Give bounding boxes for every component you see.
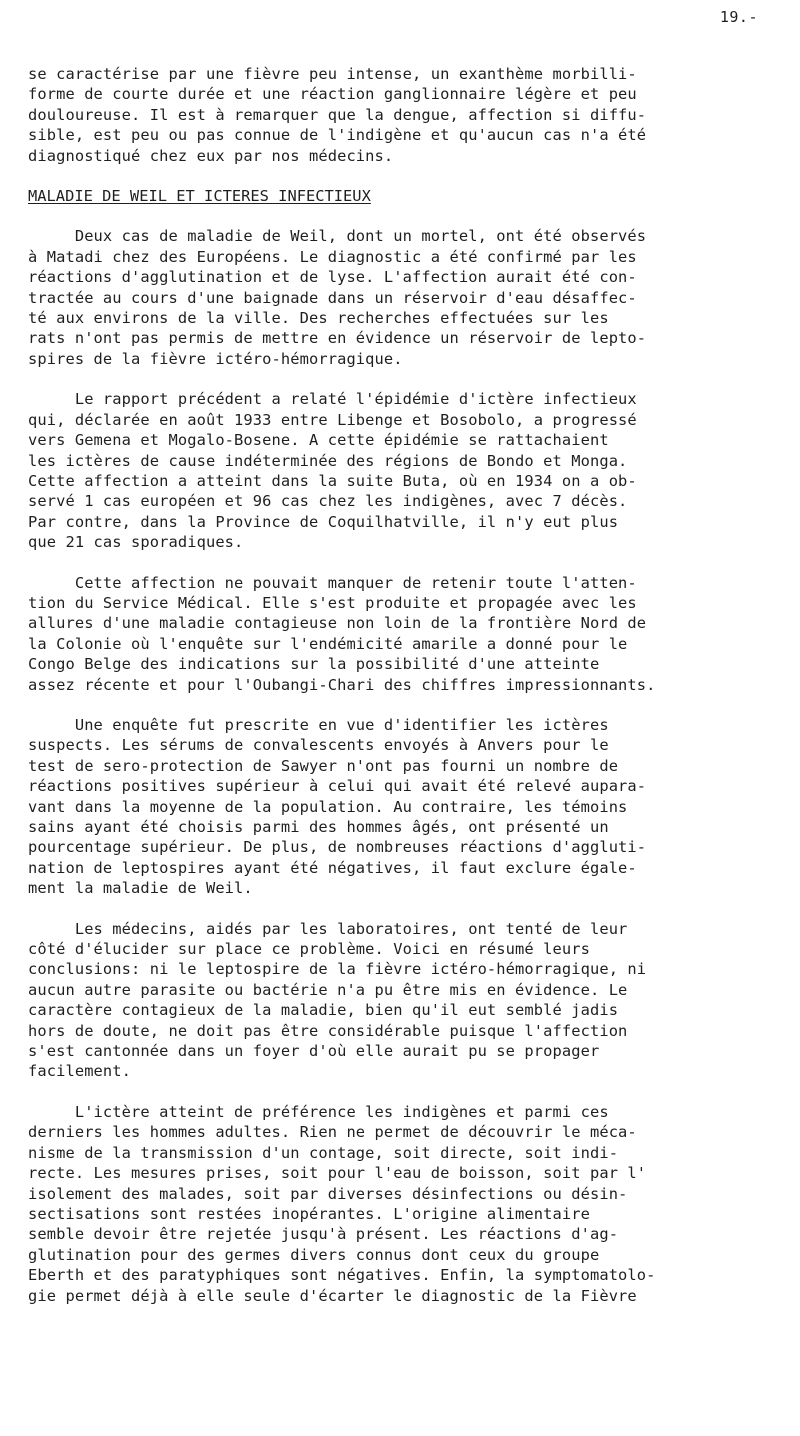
text-line: côté d'élucider sur place ce problème. Voici en résumé leurs xyxy=(28,940,590,959)
spacer xyxy=(28,166,788,186)
text-line: derniers les hommes adultes. Rien ne permet de découvrir le méca- xyxy=(28,1123,637,1142)
text-line: Deux cas de maladie de Weil, dont un mortel, ont été observés xyxy=(28,227,647,246)
text-line: Par contre, dans la Province de Coquilhatville, il n'y eut plus xyxy=(28,512,619,531)
text-line: que 21 cas sporadiques. xyxy=(28,533,244,552)
text-line: Eberth et des paratyphiques sont négatives. Enfin, la symptomatolo- xyxy=(28,1266,656,1285)
text-line: glutination pour des germes divers connus dont ceux du groupe xyxy=(28,1245,600,1264)
text-line: isolement des malades, soit par diverses désinfections ou désin- xyxy=(28,1184,628,1203)
paragraph-investigation xyxy=(28,715,788,899)
text-line: nisme de la transmission d'un contage, soit directe, soit indi- xyxy=(28,1143,619,1162)
text-line: s'est cantonnée dans un foyer d'où elle aurait pu se propager xyxy=(28,1042,600,1061)
text-line: vers Gemena et Mogalo-Bosene. A cette épidémie se rattachaient xyxy=(28,431,609,450)
page-content xyxy=(28,64,788,1306)
paragraph-weil-cases xyxy=(28,226,788,369)
text-line: diagnostiqué chez eux par nos médecins. xyxy=(28,146,394,165)
text-line: Cette affection a atteint dans la suite Buta, où en 1934 on a ob- xyxy=(28,471,637,490)
spacer xyxy=(28,899,788,919)
text-line: allures d'une maladie contagieuse non loin de la frontière Nord de xyxy=(28,614,647,633)
text-line: tractée au cours d'une baignade dans un réservoir d'eau désaffec- xyxy=(28,288,637,307)
text-line: Le rapport précédent a relaté l'épidémie d'ictère infectieux xyxy=(28,390,637,409)
text-line: forme de courte durée et une réaction ganglionnaire légère et peu xyxy=(28,85,637,104)
text-line: Cette affection ne pouvait manquer de retenir toute l'atten- xyxy=(28,573,637,592)
spacer xyxy=(28,206,788,226)
text-line: Congo Belge des indications sur la possibilité d'une atteinte xyxy=(28,655,600,674)
text-line: qui, déclarée en août 1933 entre Libenge et Bosobolo, a progressé xyxy=(28,410,637,429)
text-line: réactions d'agglutination et de lyse. L'affection aurait été con- xyxy=(28,268,637,287)
paragraph-conclusions xyxy=(28,919,788,1082)
text-line: Les médecins, aidés par les laboratoires, ont tenté de leur xyxy=(28,919,628,938)
text-line: suspects. Les sérums de convalescents envoyés à Anvers pour le xyxy=(28,736,609,755)
text-line: té aux environs de la ville. Des recherches effectuées sur les xyxy=(28,309,609,328)
page-number: 19.- xyxy=(719,8,758,26)
text-line: à Matadi chez des Européens. Le diagnostic a été confirmé par les xyxy=(28,247,637,266)
text-line: assez récente et pour l'Oubangi-Chari des chiffres impressionnants. xyxy=(28,675,656,694)
text-line: tion du Service Médical. Elle s'est produite et propagée avec les xyxy=(28,593,637,612)
text-line: conclusions: ni le leptospire de la fièvre ictéro-hémorragique, ni xyxy=(28,960,647,979)
text-line: ment la maladie de Weil. xyxy=(28,879,253,898)
spacer xyxy=(28,369,788,389)
text-line: sains ayant été choisis parmi des hommes âgés, ont présenté un xyxy=(28,818,609,836)
text-line: vant dans la moyenne de la population. Au contraire, les témoins xyxy=(28,797,628,816)
text-line: servé 1 cas européen et 96 cas chez les indigènes, avec 7 décès. xyxy=(28,492,628,511)
text-line: les ictères de cause indéterminée des régions de Bondo et Monga. xyxy=(28,451,628,470)
text-line: spires de la fièvre ictéro-hémorragique. xyxy=(28,349,403,368)
text-line: sible, est peu ou pas connue de l'indigène et qu'aucun cas n'a été xyxy=(28,126,647,145)
text-line: Une enquête fut prescrite en vue d'identifier les ictères xyxy=(28,715,609,734)
text-line: douloureuse. Il est à remarquer que la dengue, affection si diffu- xyxy=(28,105,647,124)
paragraph-epidemic-report xyxy=(28,389,788,552)
text-line: test de sero-protection de Sawyer n'ont pas fourni un nombre de xyxy=(28,756,619,775)
text-line: caractère contagieux de la maladie, bien qu'il eut semblé jadis xyxy=(28,1001,619,1020)
text-line: sectisations sont restées inopérantes. L'origine alimentaire xyxy=(28,1204,590,1223)
text-line: aucun autre parasite ou bactérie n'a pu être mis en évidence. Le xyxy=(28,980,628,999)
section-heading: MALADIE DE WEIL ET ICTERES INFECTIEUX xyxy=(28,187,371,206)
text-line: recte. Les mesures prises, soit pour l'eau de boisson, soit par l' xyxy=(28,1164,647,1183)
text-line: se caractérise par une fièvre peu intense, un exanthème morbilli- xyxy=(28,65,637,83)
spacer xyxy=(28,695,788,715)
paragraph-medical-service xyxy=(28,573,788,695)
text-line: gie permet déjà à elle seule d'écarter le diagnostic de la Fièvre xyxy=(28,1286,637,1305)
text-line: facilement. xyxy=(28,1062,132,1081)
paragraph-transmission xyxy=(28,1102,788,1306)
text-line: hors de doute, ne doit pas être considérable puisque l'affection xyxy=(28,1021,628,1040)
text-line: L'ictère atteint de préférence les indigènes et parmi ces xyxy=(28,1102,609,1121)
text-line: semble devoir être rejetée jusqu'à présent. Les réactions d'ag- xyxy=(28,1225,619,1244)
spacer xyxy=(28,553,788,573)
spacer xyxy=(28,1082,788,1102)
text-line: nation de leptospires ayant été négatives, il faut exclure égale- xyxy=(28,858,637,877)
text-line: pourcentage supérieur. De plus, de nombreuses réactions d'aggluti- xyxy=(28,838,647,857)
text-line: la Colonie où l'enquête sur l'endémicité amarile a donné pour le xyxy=(28,634,628,653)
intro-paragraph xyxy=(28,64,788,166)
text-line: rats n'ont pas permis de mettre en évidence un réservoir de lepto- xyxy=(28,329,647,348)
text-line: réactions positives supérieur à celui qui avait été relevé aupara- xyxy=(28,777,647,796)
